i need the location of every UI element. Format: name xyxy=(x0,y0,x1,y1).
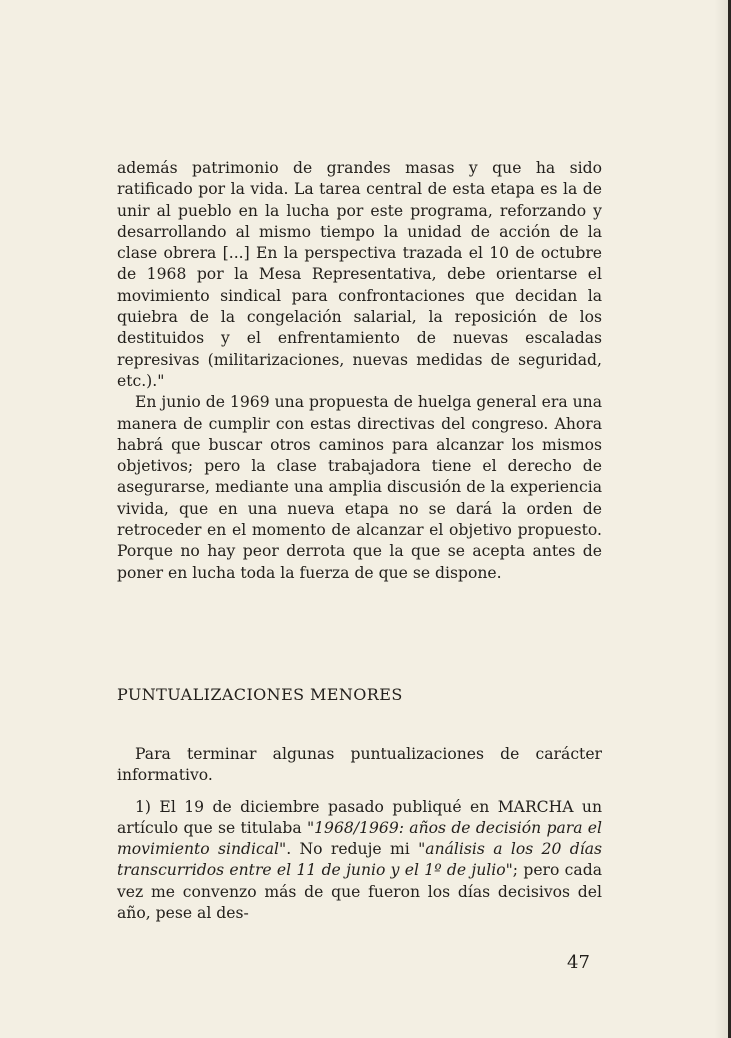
p4-mid: . No reduje mi xyxy=(286,840,410,859)
page-number: 47 xyxy=(567,952,590,973)
paragraph-2: En junio de 1969 una propuesta de huelga general era una manera de cumplir con estas directivas del congreso. Ahora habrá que buscar otros caminos para alcanzar los mismos objetivos; pero la clase trabajadora tiene el derecho de asegurarse, mediante una amplia discusión de la experiencia vivida, que en una nueva etapa no se dará la orden de retroceder en el momento de alcanzar el objetivo propuesto. Porque no hay peor derrota que la que se acepta antes de poner en lucha toda la fuerza de que se dispone. xyxy=(117,393,602,582)
p4-title-1: "1968/1969: años de decisión para el movimiento sindical" xyxy=(117,818,603,859)
section-heading: PUNTUALIZACIONES MENORES xyxy=(117,685,403,704)
paragraph-4 xyxy=(117,797,602,925)
paragraph-1: además patrimonio de grandes masas y que ha sido ratificado por la vida. La tarea central de esta etapa es la de unir al pueblo en la lucha por este programa, reforzando y desarrollando al mismo tiempo la unidad de acción de la clase obrera [...] En la perspectiva trazada el 10 de octubre de 1968 por la Mesa Representativa, debe orientarse el movimiento sindical para confrontaciones que decidan la quiebra de la congelación salarial, la reposición de los destituidos y el enfrentamiento de nuevas escaladas represivas (militarizaciones, nuevas medidas de seguridad, etc.)." xyxy=(117,159,602,390)
p4-end: ; pero cada vez me convenzo más de que fueron los días decisivos del año, pese al des- xyxy=(117,861,602,923)
body-text-lower xyxy=(117,744,602,924)
paragraph-3: Para terminar algunas puntualizaciones de carácter informativo. xyxy=(117,745,602,785)
body-text-upper xyxy=(117,158,602,584)
page-shadow xyxy=(714,0,728,1038)
p4-title-2: "análisis a los 20 días transcurridos entre el 11 de junio y el 1º de julio" xyxy=(117,840,602,880)
p4-start: 1) El 19 de diciembre pasado publiqué en MARCHA un artículo que se titulaba xyxy=(117,797,602,837)
